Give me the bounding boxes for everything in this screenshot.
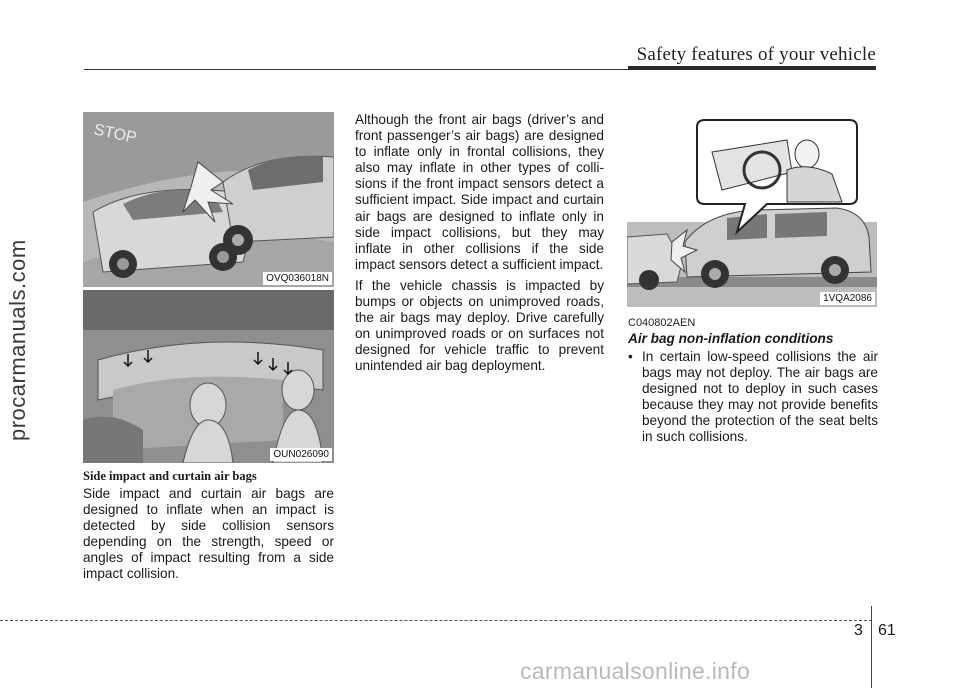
- bullet-marker: •: [628, 349, 633, 364]
- figure-curtain-airbags: [83, 290, 334, 463]
- page-header-title: Safety features of your vehicle: [636, 44, 876, 65]
- figure-code: OUN026090: [270, 448, 332, 461]
- figure-front-collision: [627, 112, 877, 307]
- side-watermark: procarmanuals.com: [5, 239, 30, 441]
- subheading-non-inflation: Air bag non-inflation conditions: [628, 331, 834, 346]
- side-impact-paragraph: Side impact and curtain air bags are designed to inflate when an impact is detected by side collision sensors depending on the strength, speed or angles of impact resulting from a side impact collision.: [83, 486, 334, 582]
- bullet-text: In certain low-speed collisions the air bags may not deploy. The air bags are designed not to deploy in such cases because they may not provide benefits beyond the protection of the seat belts in such collisions.: [642, 349, 878, 445]
- front-collision-illustration: [627, 112, 877, 307]
- chapter-number: 3: [854, 622, 863, 639]
- header-rule-accent: [628, 66, 876, 70]
- front-airbag-paragraph: Although the front air bags (driver’s and front passenger’s air bags) are designed to inflate only in frontal collisions, they also may inflate in other types of colli-sions if the front impact sensors detect a sufficient impact. Side impact and curtain air bags are designed to inflate only in side impact collisions, but they may inflate in other collisions if the side impact sensors detect a sufficient impact.: [355, 112, 604, 272]
- middle-column-text: [355, 112, 604, 380]
- section-heading-side-impact: Side impact and curtain air bags: [83, 469, 257, 483]
- footer-divider: [871, 606, 872, 688]
- svg-text:STOP: STOP: [92, 121, 139, 147]
- figure-side-collision: [83, 112, 334, 287]
- section-code: C040802AEN: [628, 317, 696, 329]
- left-column-text: [83, 486, 334, 588]
- chassis-impact-paragraph: If the vehicle chassis is impacted by bumps or objects on unimproved roads, the air bags may deploy. Drive carefully on unimproved roads or on surfaces not designed for vehicle traffic to prevent unintended air bag deployment.: [355, 277, 604, 374]
- bottom-watermark: carmanualsonline.info: [520, 658, 751, 684]
- curtain-airbag-illustration: [83, 290, 334, 463]
- bullet-item: [628, 349, 878, 446]
- figure-code: OVQ036018N: [263, 272, 332, 285]
- side-collision-illustration: [83, 112, 334, 287]
- page-number: 61: [878, 622, 896, 639]
- footer-rule: [0, 620, 872, 621]
- figure-code: 1VQA2086: [820, 292, 875, 305]
